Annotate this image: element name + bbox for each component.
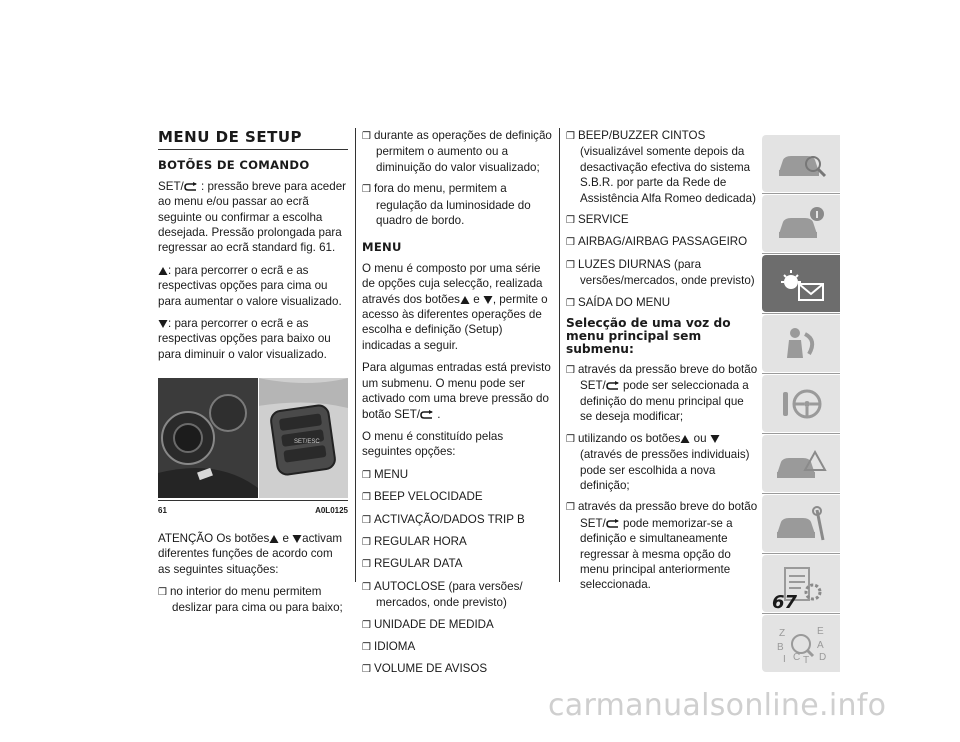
menu-option-text: LUZES DIURNAS (para versões/mercados, onde previsto)	[577, 257, 755, 288]
paragraph-set	[158, 179, 348, 256]
light-message-icon	[773, 264, 829, 304]
index-letter: A	[817, 639, 824, 651]
menu-option-item	[566, 128, 758, 206]
index-letter: T	[803, 654, 810, 664]
menu-text-c: , permite o acesso às diferentes operações de escolha e definição (Setup) indicadas a seguir.	[362, 292, 548, 352]
set-label: SET/	[158, 179, 184, 193]
submenu-text-b: .	[434, 407, 441, 421]
paragraph-attention	[158, 531, 348, 577]
dashboard-photo-illustration	[158, 378, 348, 498]
index-magnifier-icon	[773, 624, 829, 664]
list-item-text: pode memorizar-se a definição e simultaneamente regressar à mesma opção do menu principal anteriormente seleccionada.	[580, 516, 733, 592]
checkbox-icon: ❒	[566, 365, 575, 377]
car-search-icon	[773, 144, 829, 184]
return-arrow-icon	[606, 519, 620, 529]
menu-option-text: REGULAR HORA	[373, 534, 467, 548]
page-number: 67	[772, 592, 798, 613]
checkbox-icon: ❒	[362, 664, 371, 676]
list-item-text: (através de pressões individuais) pode ser escolhida a nova definição;	[580, 448, 750, 492]
checkbox-icon: ❒	[566, 131, 575, 142]
watermark: carmanualsonline.info	[548, 688, 887, 723]
menu-option-item	[566, 257, 758, 289]
selection-heading: Selecção de uma voz do menu principal sem submenu:	[566, 316, 731, 357]
checkbox-icon: ❒	[566, 215, 575, 227]
tab-index[interactable]	[762, 615, 840, 672]
menu-option-text: AIRBAG/AIRBAG PASSAGEIRO	[577, 235, 748, 249]
car-wrench-icon	[773, 504, 829, 544]
list-item	[158, 584, 348, 616]
car-info-icon	[773, 204, 829, 244]
checkbox-icon: ❒	[566, 259, 575, 271]
index-letter: I	[783, 653, 786, 664]
checkbox-icon: ❒	[566, 433, 575, 445]
list-item-text: ou	[690, 431, 710, 445]
return-arrow-icon	[606, 381, 620, 391]
menu-options-list	[362, 467, 552, 678]
checkbox-icon: ❒	[158, 586, 167, 598]
list-item-text: utilizando os botões	[577, 431, 681, 445]
checkbox-icon: ❒	[362, 619, 371, 631]
up-triangle-icon	[460, 295, 470, 305]
down-triangle-icon	[292, 534, 302, 544]
button-set-esc-label: SET/ESC	[294, 439, 320, 446]
checkbox-icon: ❒	[362, 536, 371, 548]
menu-text-a: O menu é composto por uma série de opções cuja selecção, realizada através dos botões	[362, 261, 543, 306]
paragraph-down	[158, 316, 348, 362]
tab-divider	[762, 313, 840, 314]
checkbox-icon: ❒	[362, 184, 371, 196]
menu-option-text: SAÍDA DO MENU	[577, 295, 671, 309]
attention-text-a: ATENÇÃO Os botões	[158, 531, 270, 545]
menu-option-text: BEEP/BUZZER CINTOS (visualizável somente depois da desactivação efectiva do sistema S.B.R. por parte da Rede de Assistência Alfa Romeo dedicada)	[577, 129, 756, 205]
menu-option-item	[566, 212, 758, 228]
tab-lights-messages[interactable]	[762, 255, 840, 312]
index-letter: B	[777, 641, 784, 653]
up-triangle-icon	[269, 534, 279, 544]
menu-option-item	[362, 534, 552, 550]
tab-divider	[762, 193, 840, 194]
paragraph-menu-2	[362, 360, 552, 422]
menu-option-item	[362, 512, 552, 528]
tab-info[interactable]	[762, 195, 840, 252]
menu-options-list	[566, 128, 758, 311]
index-letter: E	[817, 625, 824, 637]
return-arrow-icon	[420, 410, 434, 420]
menu-option-text: UNIDADE DE MEDIDA	[373, 617, 494, 631]
menu-option-text: ACTIVAÇÃO/DADOS TRIP B	[373, 512, 525, 526]
checkbox-icon: ❒	[362, 492, 371, 504]
up-triangle-icon	[158, 266, 168, 276]
return-arrow-icon	[184, 182, 198, 192]
column-divider	[355, 128, 356, 582]
menu-option-text: AUTOCLOSE (para versões/ mercados, onde previsto)	[373, 579, 523, 610]
up-text: : para percorrer o ecrã e as respectivas opções para cima ou para aumentar o valore visualizado.	[158, 263, 342, 308]
checkbox-icon: ❒	[362, 641, 371, 653]
paragraph-menu-3: O menu é constituído pelas seguintes opções:	[362, 429, 504, 459]
car-warning-icon	[773, 444, 829, 484]
list-item	[566, 499, 758, 592]
menu-option-item	[566, 234, 758, 250]
menu-option-item	[362, 467, 552, 483]
menu-option-text: SERVICE	[577, 213, 629, 227]
menu-option-item	[362, 661, 552, 677]
menu-option-text: IDIOMA	[373, 639, 416, 653]
down-triangle-icon	[158, 319, 168, 329]
checkbox-icon: ❒	[362, 581, 371, 593]
up-triangle-icon	[680, 434, 690, 444]
checkbox-icon: ❒	[566, 237, 575, 249]
column-1	[158, 128, 348, 622]
tab-divider	[762, 253, 840, 254]
list-item-text: através da pressão breve do botão SET/	[577, 500, 758, 530]
tab-emergency[interactable]	[762, 435, 840, 492]
list-item-text: através da pressão breve do botão SET/	[577, 363, 758, 393]
list-item-text: pode ser seleccionada a definição do menu principal que se deseja modificar;	[580, 379, 749, 424]
menu-option-text: REGULAR DATA	[373, 557, 463, 571]
tab-divider	[762, 553, 840, 554]
figure-caption	[158, 500, 348, 518]
paragraph-up	[158, 263, 348, 309]
tab-divider	[762, 433, 840, 434]
tab-driving[interactable]	[762, 375, 840, 432]
tab-maintenance[interactable]	[762, 495, 840, 552]
figure-code: A0L0125	[315, 506, 348, 516]
index-letter: Z	[779, 627, 786, 639]
list-item-text: durante as operações de definição permitem o aumento ou a diminuição do valor visualizado;	[373, 129, 552, 174]
menu-option-text: VOLUME DE AVISOS	[373, 662, 488, 676]
submenu-text-a: Para algumas entradas está previsto um submenu. O menu pode ser activado com uma breve pressão do botão SET/	[362, 361, 551, 421]
tab-divider	[762, 493, 840, 494]
set-text: : pressão breve para aceder ao menu e/ou passar ao ecrã seguinte ou confirmar a escolha desejada. Pressão prolongada para regressar ao ecrã standard fig. 61.	[158, 179, 347, 255]
airbag-person-icon	[773, 324, 829, 364]
tab-safety[interactable]	[762, 315, 840, 372]
menu-text-b: e	[469, 292, 483, 306]
column-divider	[559, 128, 560, 582]
attention-text-c: activam diferentes funções de acordo com as seguintes situações:	[158, 531, 343, 576]
subsection-title: BOTÕES DE COMANDO	[158, 158, 310, 173]
checkbox-icon: ❒	[362, 469, 371, 481]
list-item-text: no interior do menu permitem deslizar para cima ou para baixo;	[169, 584, 343, 615]
tab-divider	[762, 373, 840, 374]
checkbox-icon: ❒	[566, 297, 575, 309]
menu-heading: MENU	[362, 240, 402, 255]
menu-option-item	[362, 489, 552, 505]
down-triangle-icon	[710, 434, 720, 444]
section-title: MENU DE SETUP	[158, 128, 303, 146]
figure-number: 61	[158, 506, 167, 516]
list-item-text: fora do menu, permitem a regulação da luminosidade do quadro de bordo.	[373, 182, 531, 228]
down-text: : para percorrer o ecrã e as respectivas opções para baixo ou para diminuir o valor visualizado.	[158, 317, 331, 361]
checkbox-icon: ❒	[362, 131, 371, 142]
menu-option-item	[362, 639, 552, 655]
index-letter: D	[819, 651, 827, 663]
menu-option-text: BEEP VELOCIDADE	[373, 490, 483, 504]
tab-dashboard-knowledge[interactable]	[762, 135, 840, 192]
menu-option-item	[362, 556, 552, 572]
title-rule	[158, 149, 348, 150]
tab-divider	[762, 613, 840, 614]
menu-option-text: MENU	[373, 467, 409, 481]
list-item	[566, 362, 758, 425]
column-2	[362, 128, 552, 684]
menu-option-item	[362, 579, 552, 611]
steering-wheel-icon	[773, 384, 829, 424]
attention-text-b: e	[279, 531, 293, 545]
menu-option-item	[362, 617, 552, 633]
list-item	[566, 431, 758, 494]
paragraph-menu-1	[362, 261, 552, 353]
list-item	[362, 181, 552, 228]
menu-option-item	[566, 295, 758, 311]
checkbox-icon: ❒	[362, 514, 371, 526]
figure-61-photo	[158, 378, 348, 498]
down-triangle-icon	[483, 295, 493, 305]
list-item	[362, 128, 552, 175]
checkbox-icon: ❒	[566, 502, 575, 514]
column-3	[566, 128, 758, 599]
checkbox-icon: ❒	[362, 559, 371, 571]
index-letter: C	[793, 651, 801, 663]
